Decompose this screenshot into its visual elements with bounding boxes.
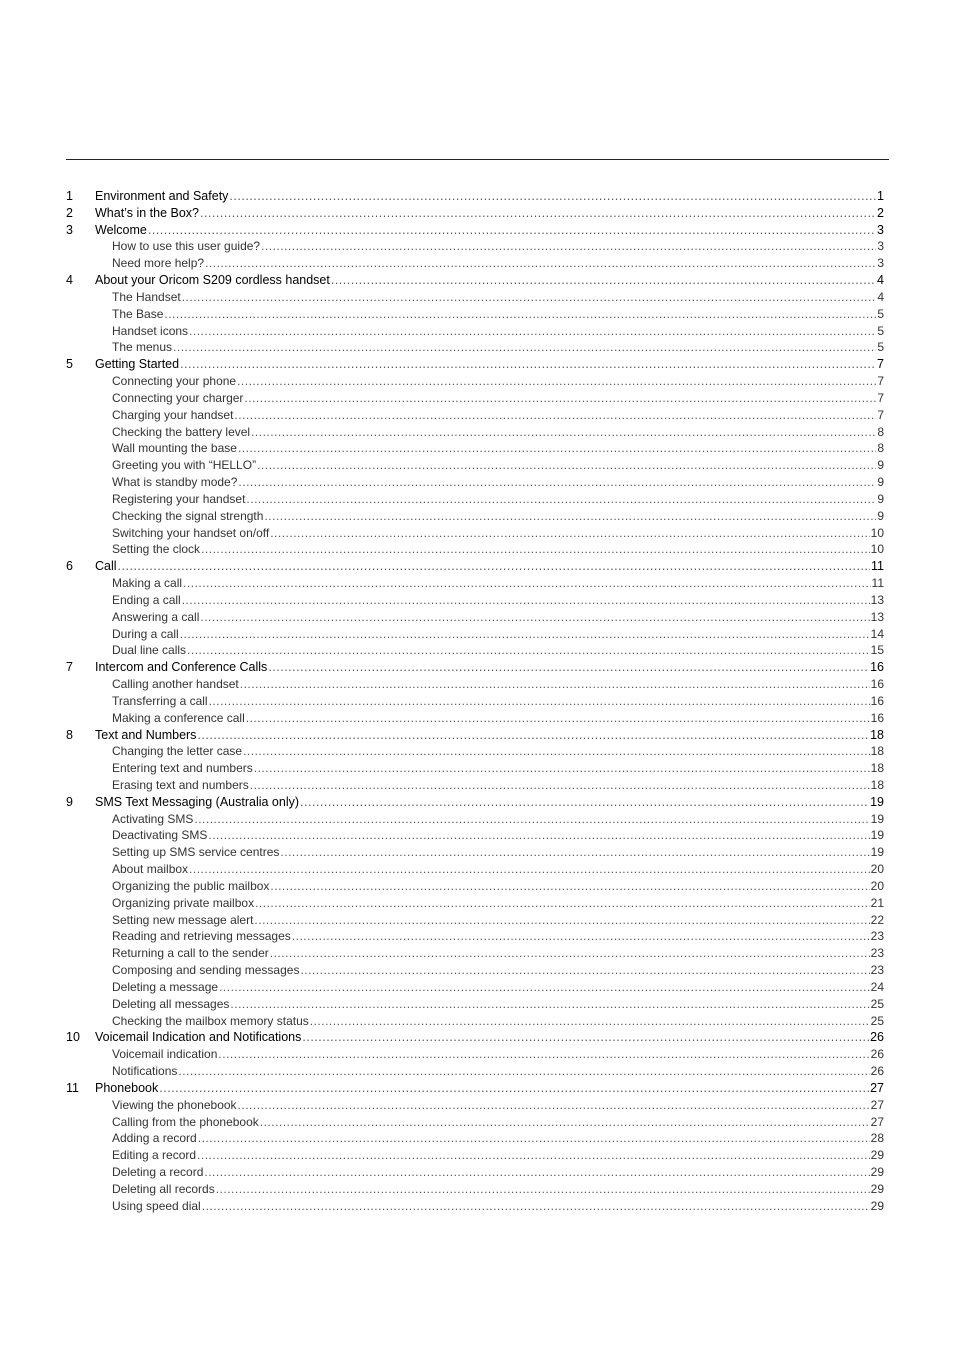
toc-section-entry[interactable] <box>66 1013 884 1030</box>
toc-entry-page-number: 23 <box>870 963 884 978</box>
toc-dot-leader <box>229 188 876 205</box>
toc-section-entry[interactable] <box>66 323 884 340</box>
toc-dot-leader <box>255 895 870 912</box>
toc-entry-title: Voicemail indication <box>112 1047 218 1062</box>
toc-entry-number: 11 <box>66 1080 79 1095</box>
toc-dot-leader <box>264 508 876 525</box>
toc-entry-title: Adding a record <box>112 1131 197 1146</box>
toc-entry-title: How to use this user guide? <box>112 239 261 254</box>
toc-entry-page-number: 29 <box>870 1148 884 1163</box>
toc-entry-title: Ending a call <box>112 592 181 607</box>
toc-section-entry[interactable] <box>66 979 884 996</box>
toc-dot-leader <box>209 693 870 710</box>
toc-entry-title: The Base <box>112 306 164 321</box>
toc-section-entry[interactable] <box>66 777 884 794</box>
toc-entry-page-number: 25 <box>870 1013 884 1028</box>
toc-entry-page-number: 7 <box>877 407 884 422</box>
toc-dot-leader <box>216 1181 870 1198</box>
toc-entry-title: Notifications <box>112 1064 178 1079</box>
toc-entry-page-number: 11 <box>871 576 884 591</box>
toc-dot-leader <box>200 205 876 222</box>
toc-entry-page-number: 24 <box>870 979 884 994</box>
toc-entry-page-number: 16 <box>870 710 884 725</box>
toc-entry-title: Checking the mailbox memory status <box>112 1013 309 1028</box>
toc-dot-leader <box>218 1046 869 1063</box>
toc-dot-leader <box>246 710 870 727</box>
toc-entry-title: Connecting your phone <box>112 374 237 389</box>
toc-dot-leader <box>254 912 869 929</box>
toc-section-entry[interactable] <box>66 339 884 356</box>
toc-dot-leader <box>302 1029 869 1046</box>
toc-entry-page-number: 18 <box>870 744 884 759</box>
toc-entry-page-number: 20 <box>870 862 884 877</box>
toc-entry-page-number: 27 <box>870 1097 884 1112</box>
toc-entry-page-number: 26 <box>870 1030 884 1045</box>
toc-entry-number: 9 <box>66 794 73 809</box>
toc-section-entry[interactable] <box>66 289 884 306</box>
toc-section-entry[interactable] <box>66 626 884 643</box>
toc-entry-page-number: 5 <box>877 340 884 355</box>
toc-dot-leader <box>189 861 870 878</box>
toc-dot-leader <box>202 1198 870 1215</box>
toc-chapter-entry[interactable] <box>66 558 884 575</box>
toc-entry-page-number: 14 <box>870 626 884 641</box>
toc-dot-leader <box>197 1147 870 1164</box>
toc-entry-title: Setting the clock <box>112 542 201 557</box>
toc-entry-title: Erasing text and numbers <box>112 777 249 792</box>
toc-section-entry[interactable] <box>66 710 884 727</box>
toc-section-entry[interactable] <box>66 1198 884 1215</box>
toc-section-entry[interactable] <box>66 1063 884 1080</box>
toc-entry-page-number: 9 <box>877 491 884 506</box>
toc-dot-leader <box>280 844 869 861</box>
toc-entry-title: About your Oricom S209 cordless handset <box>95 273 330 288</box>
toc-entry-title: Setting new message alert <box>112 912 254 927</box>
toc-entry-title: Welcome <box>95 222 147 237</box>
toc-section-entry[interactable] <box>66 1046 884 1063</box>
toc-dot-leader <box>159 1080 869 1097</box>
toc-chapter-entry[interactable] <box>66 188 884 205</box>
toc-dot-leader <box>198 1130 870 1147</box>
toc-entry-page-number: 28 <box>870 1131 884 1146</box>
toc-entry-title: Wall mounting the base <box>112 441 237 456</box>
toc-section-entry[interactable] <box>66 895 884 912</box>
toc-entry-title: About mailbox <box>112 862 189 877</box>
toc-entry-title: SMS Text Messaging (Australia only) <box>95 794 300 809</box>
toc-dot-leader <box>118 558 870 575</box>
toc-entry-title: Organizing the public mailbox <box>112 878 270 893</box>
toc-entry-number: 4 <box>66 273 73 288</box>
toc-entry-page-number: 16 <box>870 693 884 708</box>
toc-section-entry[interactable] <box>66 1097 884 1114</box>
toc-entry-page-number: 1 <box>877 189 884 203</box>
toc-section-entry[interactable] <box>66 1130 884 1147</box>
toc-chapter-entry[interactable] <box>66 356 884 373</box>
toc-dot-leader <box>187 642 870 659</box>
toc-chapter-entry[interactable] <box>66 727 884 744</box>
toc-dot-leader <box>180 626 870 643</box>
toc-dot-leader <box>257 457 876 474</box>
toc-section-entry[interactable] <box>66 844 884 861</box>
toc-entry-number: 10 <box>66 1030 80 1045</box>
toc-dot-leader <box>178 1063 869 1080</box>
toc-section-entry[interactable] <box>66 878 884 895</box>
toc-entry-title: Organizing private mailbox <box>112 895 255 910</box>
toc-entry-page-number: 4 <box>877 273 884 288</box>
toc-section-entry[interactable] <box>66 525 884 542</box>
toc-entry-title: Handset icons <box>112 323 189 338</box>
toc-entry-title: Making a call <box>112 576 183 591</box>
toc-dot-leader <box>250 777 870 794</box>
toc-entry-page-number: 19 <box>870 828 884 843</box>
toc-dot-leader <box>268 659 869 676</box>
toc-entry-number: 3 <box>66 222 73 237</box>
toc-entry-title: Using speed dial <box>112 1198 201 1213</box>
toc-chapter-entry[interactable] <box>66 1029 884 1046</box>
toc-dot-leader <box>246 491 876 508</box>
toc-entry-page-number: 11 <box>871 559 884 574</box>
toc-entry-page-number: 3 <box>877 256 884 271</box>
toc-entry-page-number: 27 <box>870 1080 884 1095</box>
toc-entry-page-number: 10 <box>870 525 884 540</box>
header-rule <box>66 159 889 160</box>
toc-entry-title: Setting up SMS service centres <box>112 845 280 860</box>
toc-entry-title: What’s in the Box? <box>95 205 199 220</box>
toc-entry-title: Dual line calls <box>112 643 187 658</box>
toc-entry-title: Transferring a call <box>112 693 208 708</box>
toc-section-entry[interactable] <box>66 424 884 441</box>
toc-dot-leader <box>240 676 870 693</box>
toc-dot-leader <box>180 356 876 373</box>
toc-section-entry[interactable] <box>66 373 884 390</box>
toc-section-entry[interactable] <box>66 1114 884 1131</box>
toc-chapter-entry[interactable] <box>66 794 884 811</box>
toc-dot-leader <box>183 575 871 592</box>
toc-dot-leader <box>197 727 869 744</box>
toc-section-entry[interactable] <box>66 676 884 693</box>
toc-entry-page-number: 9 <box>877 508 884 523</box>
toc-section-entry[interactable] <box>66 255 884 272</box>
toc-entry-page-number: 13 <box>870 592 884 607</box>
toc-dot-leader <box>270 878 869 895</box>
toc-entry-page-number: 25 <box>870 996 884 1011</box>
toc-dot-leader <box>182 289 877 306</box>
toc-entry-title: Greeting you with “HELLO” <box>112 458 257 473</box>
toc-section-entry[interactable] <box>66 642 884 659</box>
table-of-contents <box>66 188 884 1215</box>
toc-entry-title: Calling another handset <box>112 677 239 692</box>
toc-entry-number: 1 <box>66 189 73 203</box>
toc-dot-leader <box>300 794 869 811</box>
toc-section-entry[interactable] <box>66 407 884 424</box>
toc-dot-leader <box>164 306 876 323</box>
toc-dot-leader <box>331 272 876 289</box>
toc-dot-leader <box>261 238 876 255</box>
toc-section-entry[interactable] <box>66 390 884 407</box>
toc-dot-leader <box>173 339 876 356</box>
toc-section-entry[interactable] <box>66 760 884 777</box>
toc-entry-page-number: 7 <box>877 390 884 405</box>
toc-dot-leader <box>238 1097 870 1114</box>
toc-entry-page-number: 22 <box>870 912 884 927</box>
toc-entry-page-number: 15 <box>870 643 884 658</box>
toc-entry-page-number: 23 <box>870 929 884 944</box>
toc-section-entry[interactable] <box>66 827 884 844</box>
toc-dot-leader <box>251 424 876 441</box>
toc-entry-page-number: 20 <box>870 878 884 893</box>
toc-entry-page-number: 10 <box>870 542 884 557</box>
toc-entry-title: Composing and sending messages <box>112 963 300 978</box>
toc-section-entry[interactable] <box>66 457 884 474</box>
toc-entry-title: Connecting your charger <box>112 390 244 405</box>
toc-dot-leader <box>230 996 869 1013</box>
toc-entry-title: Switching your handset on/off <box>112 525 270 540</box>
toc-entry-page-number: 3 <box>877 239 884 254</box>
toc-section-entry[interactable] <box>66 1164 884 1181</box>
toc-entry-title: Text and Numbers <box>95 727 197 742</box>
toc-entry-title: Deactivating SMS <box>112 828 208 843</box>
toc-section-entry[interactable] <box>66 693 884 710</box>
toc-dot-leader <box>148 222 876 239</box>
toc-dot-leader <box>205 255 876 272</box>
toc-section-entry[interactable] <box>66 1181 884 1198</box>
toc-section-entry[interactable] <box>66 592 884 609</box>
toc-dot-leader <box>201 541 870 558</box>
toc-entry-title: Deleting all messages <box>112 996 230 1011</box>
toc-entry-page-number: 18 <box>870 727 884 742</box>
toc-dot-leader <box>194 811 869 828</box>
toc-entry-page-number: 19 <box>870 845 884 860</box>
toc-entry-page-number: 8 <box>877 441 884 456</box>
toc-dot-leader <box>219 979 870 996</box>
toc-section-entry[interactable] <box>66 1147 884 1164</box>
toc-section-entry[interactable] <box>66 811 884 828</box>
toc-entry-page-number: 21 <box>870 895 884 910</box>
toc-entry-title: Reading and retrieving messages <box>112 929 291 944</box>
toc-entry-title: The menus <box>112 340 173 355</box>
toc-entry-page-number: 23 <box>870 946 884 961</box>
toc-section-entry[interactable] <box>66 743 884 760</box>
toc-section-entry[interactable] <box>66 508 884 525</box>
toc-entry-page-number: 27 <box>870 1114 884 1129</box>
toc-entry-title: Editing a record <box>112 1148 197 1163</box>
toc-entry-page-number: 26 <box>870 1047 884 1062</box>
toc-entry-title: Making a conference call <box>112 710 245 725</box>
toc-entry-page-number: 16 <box>870 677 884 692</box>
toc-section-entry[interactable] <box>66 474 884 491</box>
toc-entry-title: The Handset <box>112 289 181 304</box>
toc-section-entry[interactable] <box>66 962 884 979</box>
toc-entry-title: Entering text and numbers <box>112 761 253 776</box>
toc-entry-page-number: 7 <box>877 374 884 389</box>
toc-entry-page-number: 18 <box>870 777 884 792</box>
toc-entry-page-number: 7 <box>877 357 884 372</box>
toc-dot-leader <box>292 928 870 945</box>
toc-entry-title: Charging your handset <box>112 407 234 422</box>
toc-dot-leader <box>260 1114 870 1131</box>
toc-chapter-entry[interactable] <box>66 659 884 676</box>
toc-entry-title: Deleting all records <box>112 1181 215 1196</box>
toc-entry-page-number: 29 <box>870 1198 884 1213</box>
toc-entry-title: Activating SMS <box>112 811 194 826</box>
toc-entry-page-number: 13 <box>870 609 884 624</box>
toc-section-entry[interactable] <box>66 575 884 592</box>
toc-entry-number: 6 <box>66 559 73 574</box>
toc-entry-number: 5 <box>66 357 73 372</box>
toc-section-entry[interactable] <box>66 945 884 962</box>
toc-dot-leader <box>189 323 876 340</box>
toc-entry-number: 2 <box>66 205 73 220</box>
toc-entry-title: Deleting a message <box>112 979 219 994</box>
toc-section-entry[interactable] <box>66 928 884 945</box>
toc-dot-leader <box>254 760 870 777</box>
toc-dot-leader <box>243 743 870 760</box>
toc-dot-leader <box>270 945 870 962</box>
toc-entry-title: During a call <box>112 626 179 641</box>
toc-entry-title: Changing the letter case <box>112 744 243 759</box>
toc-dot-leader <box>300 962 869 979</box>
toc-entry-title: Calling from the phonebook <box>112 1114 259 1129</box>
toc-dot-leader <box>270 525 869 542</box>
toc-entry-page-number: 9 <box>877 475 884 490</box>
toc-entry-title: Phonebook <box>95 1080 159 1095</box>
toc-entry-page-number: 19 <box>870 794 884 809</box>
toc-entry-page-number: 29 <box>870 1181 884 1196</box>
toc-section-entry[interactable] <box>66 491 884 508</box>
toc-entry-title: Returning a call to the sender <box>112 946 269 961</box>
toc-entry-title: Viewing the phonebook <box>112 1097 237 1112</box>
toc-entry-title: What is standby mode? <box>112 475 238 490</box>
toc-entry-page-number: 9 <box>877 458 884 473</box>
toc-dot-leader <box>244 390 876 407</box>
toc-entry-number: 8 <box>66 727 73 742</box>
toc-entry-title: Call <box>95 559 117 574</box>
toc-chapter-entry[interactable] <box>66 222 884 239</box>
toc-section-entry[interactable] <box>66 238 884 255</box>
toc-section-entry[interactable] <box>66 440 884 457</box>
toc-dot-leader <box>200 609 869 626</box>
toc-section-entry[interactable] <box>66 912 884 929</box>
toc-entry-page-number: 5 <box>877 306 884 321</box>
toc-entry-page-number: 26 <box>870 1064 884 1079</box>
toc-entry-page-number: 5 <box>877 323 884 338</box>
toc-chapter-entry[interactable] <box>66 1080 884 1097</box>
toc-entry-title: Deleting a record <box>112 1165 204 1180</box>
toc-entry-page-number: 16 <box>870 660 884 675</box>
toc-section-entry[interactable] <box>66 609 884 626</box>
toc-entry-page-number: 8 <box>877 424 884 439</box>
toc-entry-title: Intercom and Conference Calls <box>95 660 268 675</box>
toc-entry-title: Getting Started <box>95 357 180 372</box>
toc-entry-title: Voicemail Indication and Notifications <box>95 1030 302 1045</box>
toc-dot-leader <box>237 373 876 390</box>
toc-entry-page-number: 4 <box>877 289 884 304</box>
toc-dot-leader <box>238 440 876 457</box>
toc-entry-title: Checking the battery level <box>112 424 251 439</box>
toc-dot-leader <box>234 407 876 424</box>
toc-dot-leader <box>310 1013 870 1030</box>
toc-chapter-entry[interactable] <box>66 272 884 289</box>
toc-dot-leader <box>182 592 870 609</box>
toc-entry-number: 7 <box>66 660 73 675</box>
toc-entry-title: Registering your handset <box>112 491 246 506</box>
toc-section-entry[interactable] <box>66 996 884 1013</box>
toc-entry-page-number: 19 <box>870 811 884 826</box>
toc-dot-leader <box>204 1164 869 1181</box>
toc-entry-page-number: 2 <box>877 205 884 220</box>
toc-entry-page-number: 18 <box>870 761 884 776</box>
toc-entry-title: Checking the signal strength <box>112 508 264 523</box>
toc-entry-title: Answering a call <box>112 609 200 624</box>
toc-dot-leader <box>208 827 869 844</box>
toc-entry-title: Environment and Safety <box>95 189 229 203</box>
toc-dot-leader <box>238 474 876 491</box>
toc-entry-page-number: 3 <box>877 222 884 237</box>
toc-entry-title: Need more help? <box>112 256 205 271</box>
toc-section-entry[interactable] <box>66 861 884 878</box>
toc-section-entry[interactable] <box>66 306 884 323</box>
toc-chapter-entry[interactable] <box>66 205 884 222</box>
toc-section-entry[interactable] <box>66 541 884 558</box>
toc-entry-page-number: 29 <box>870 1165 884 1180</box>
